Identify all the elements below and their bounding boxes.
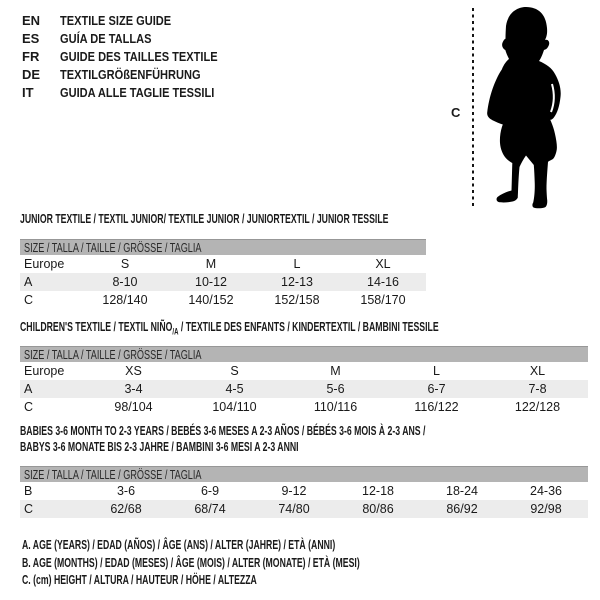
table-cell: 24-36	[530, 484, 562, 498]
language-label: TEXTILGRÖßENFÜHRUNG	[60, 66, 201, 82]
language-label: GUÍA DE TALLAS	[60, 30, 152, 46]
language-list	[22, 11, 245, 101]
language-row-de	[22, 65, 245, 83]
junior-table-title	[20, 211, 570, 227]
language-label: TEXTILE SIZE GUIDE	[60, 12, 172, 28]
babies-table-title	[20, 423, 600, 455]
table-cell: L	[433, 364, 440, 378]
table-row	[20, 362, 588, 380]
row-label: C	[24, 400, 34, 414]
table-cell: S	[230, 364, 239, 378]
table-cell: 110/116	[313, 400, 358, 414]
language-row-it	[22, 83, 245, 101]
row-label: A	[24, 275, 33, 289]
table-cell: 18-24	[446, 484, 478, 498]
table-cell: 12-18	[362, 484, 394, 498]
language-row-es	[22, 29, 245, 47]
table-cell: 8-10	[112, 275, 138, 289]
language-row-en	[22, 11, 245, 29]
table-cell: 92/98	[530, 502, 562, 516]
title-sub: /A	[172, 326, 179, 337]
table-cell: 5-6	[326, 382, 345, 396]
table-cell: 98/104	[114, 400, 153, 414]
table-cell: 7-8	[528, 382, 547, 396]
table-cell: 140/152	[188, 293, 234, 307]
babies-title-line1: BABIES 3-6 MONTH TO 2-3 YEARS / BEBÉS 3-6 MESES A 2-3 AÑOS / BÉBÉS 3-6 MOIS À 2-3 ANS /	[20, 423, 426, 438]
table-cell: 74/80	[278, 502, 310, 516]
language-row-fr	[22, 47, 245, 65]
table-cell: 128/140	[102, 293, 148, 307]
table-row	[20, 255, 426, 273]
language-label: GUIDA ALLE TAGLIE TESSILI	[60, 84, 215, 100]
table-cell: 158/170	[360, 293, 406, 307]
table-cell: 4-5	[225, 382, 244, 396]
table-cell: 80/86	[362, 502, 394, 516]
row-label: Europe	[24, 364, 65, 378]
table-row	[20, 291, 426, 309]
children-table-header	[20, 346, 588, 362]
children-size-table	[20, 346, 588, 416]
table-cell: 6-7	[427, 382, 446, 396]
footnote-a	[22, 537, 526, 555]
table-cell: 3-6	[116, 484, 136, 498]
table-row	[20, 398, 588, 416]
footnote-c	[22, 572, 526, 590]
table-row	[20, 482, 588, 500]
title-pre: CHILDREN'S TEXTILE / TEXTIL NIÑO	[20, 319, 173, 334]
table-row	[20, 380, 588, 398]
footnote-b-text: B. AGE (MONTHS) / EDAD (MESES) / ÂGE (MOIS) / ALTER (MONATE) / ETÀ (MESI)	[22, 554, 360, 570]
table-row	[20, 273, 426, 291]
table-cell: 6-9	[200, 484, 220, 498]
babies-table-header	[20, 466, 588, 482]
junior-table-title-text: JUNIOR TEXTILE / TEXTIL JUNIOR/ TEXTILE JUNIOR / JUNIORTEXTIL / JUNIOR TESSILE	[20, 211, 389, 226]
table-cell: XL	[375, 257, 391, 271]
language-code: ES	[22, 30, 40, 46]
language-code: EN	[22, 12, 41, 28]
children-table-title	[20, 319, 600, 340]
table-cell: 86/92	[446, 502, 478, 516]
table-cell: 62/68	[110, 502, 142, 516]
table-row	[20, 500, 588, 518]
language-label: GUIDE DES TAILLES TEXTILE	[60, 48, 218, 64]
table-cell: 104/110	[212, 400, 257, 414]
table-cell: XS	[125, 364, 142, 378]
footnote-c-text: C. (cm) HEIGHT / ALTURA / HAUTEUR / HÖHE / ALTEZZA	[22, 572, 257, 587]
baby-silhouette-icon	[476, 4, 594, 214]
row-label: C	[24, 293, 34, 307]
table-cell: 14-16	[367, 275, 399, 289]
language-code: FR	[22, 48, 40, 64]
footnote-b	[22, 555, 526, 573]
table-cell: 152/158	[274, 293, 320, 307]
table-cell: 3-4	[124, 382, 143, 396]
junior-table-header-text: SIZE / TALLA / TAILLE / GRÖSSE / TAGLIA	[24, 240, 202, 255]
table-cell: 9-12	[281, 484, 307, 498]
table-cell: S	[120, 257, 130, 271]
table-cell: 122/128	[514, 400, 561, 414]
table-cell: M	[330, 364, 341, 378]
row-label: B	[24, 484, 33, 498]
table-cell: L	[293, 257, 301, 271]
height-dashed-line	[472, 8, 474, 208]
table-cell: 10-12	[195, 275, 227, 289]
footnotes	[22, 537, 526, 590]
table-cell: XL	[529, 364, 546, 378]
height-marker-label: C	[451, 105, 461, 120]
title-post: / TEXTILE DES ENFANTS / KINDERTEXTIL / BAMBINI TESSILE	[178, 319, 439, 334]
table-cell: 12-13	[281, 275, 313, 289]
table-cell: M	[205, 257, 217, 271]
babies-title-line2: BABYS 3-6 MONATE BIS 2-3 JAHRE / BAMBINI 3-6 MESI A 2-3 ANNI	[20, 439, 299, 454]
junior-size-table	[20, 239, 426, 309]
row-label: C	[24, 502, 34, 516]
language-code: IT	[22, 84, 34, 100]
row-label: A	[24, 382, 33, 396]
row-label: Europe	[24, 257, 65, 271]
footnote-a-text: A. AGE (YEARS) / EDAD (AÑOS) / ÂGE (ANS) / ALTER (JAHRE) / ETÀ (ANNI)	[22, 537, 336, 552]
babies-table-header-text: SIZE / TALLA / TAILLE / GRÖSSE / TAGLIA	[24, 467, 202, 482]
babies-size-table	[20, 466, 588, 518]
children-table-header-text: SIZE / TALLA / TAILLE / GRÖSSE / TAGLIA	[24, 347, 202, 362]
language-code: DE	[22, 66, 41, 82]
table-cell: 116/122	[414, 400, 459, 414]
table-cell: 68/74	[194, 502, 226, 516]
children-table-title-text	[20, 319, 439, 340]
junior-table-header	[20, 239, 426, 255]
